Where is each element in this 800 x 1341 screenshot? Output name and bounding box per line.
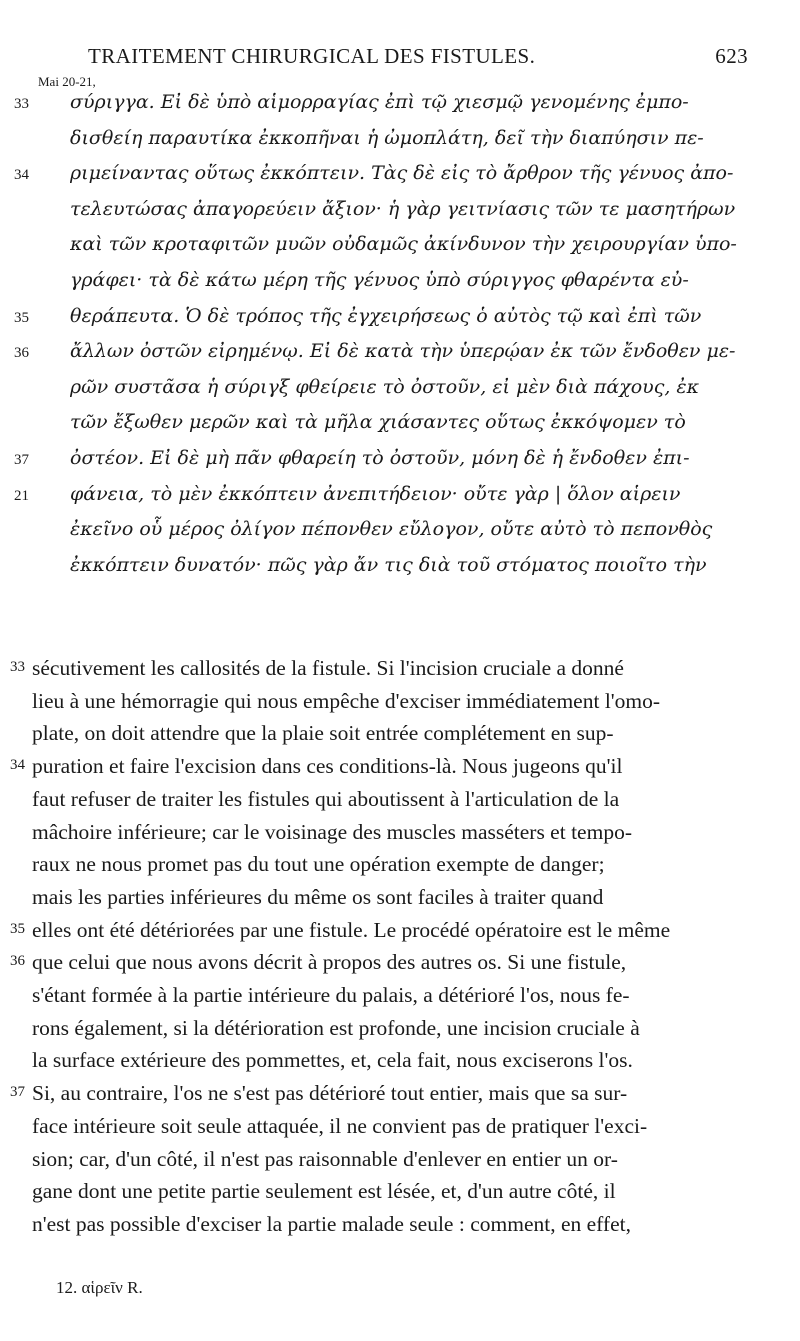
- greek-line: θεράπευτα. Ὁ δὲ τρόπος τῆς ἐγχειρήσεως ὁ αὐτὸς τῷ καὶ ἐπὶ τῶν: [70, 304, 702, 327]
- margin-section-number: 21: [14, 487, 29, 504]
- french-line: plate, on doit attendre que la plaie soit entrée complétement en sup-: [32, 721, 614, 746]
- french-line: mais les parties inférieures du même os sont faciles à traiter quand: [32, 884, 604, 909]
- french-line: n'est pas possible d'exciser la partie malade seule : comment, en effet,: [32, 1211, 631, 1236]
- greek-line: τῶν ἔξωθεν μερῶν καὶ τὰ μῆλα χιάσαντες οὕτως ἐκκόψομεν τὸ: [70, 411, 686, 434]
- greek-line: ρῶν συστᾶσα ἡ σύριγξ φθείρειε τὸ ὀστοῦν, εἰ μὲν διὰ πάχους, ἐκ: [70, 375, 700, 398]
- french-line: gane dont une petite partie seulement est lésée, et, d'un autre côté, il: [32, 1179, 616, 1204]
- greek-line: ὀστέον. Εἰ δὲ μὴ πᾶν φθαρείη τὸ ὀστοῦν, μόνη δὲ ἡ ἔνδοθεν ἐπι-: [70, 447, 690, 469]
- manuscript-date-note: Mai 20-21,: [38, 74, 96, 89]
- greek-line: ἐκεῖνο οὗ μέρος ὀλίγον πέπονθεν εὔλογον, οὔτε αὐτὸ τὸ πεπονθὸς: [70, 518, 713, 541]
- footnote: 12. αἱρεῖν R.: [56, 1278, 143, 1297]
- margin-section-number: 33: [10, 659, 25, 675]
- greek-line: ριμείναντας οὕτως ἐκκόπτειν. Τὰς δὲ εἰς τὸ ἄρθρον τῆς γένυος ἀπο-: [70, 162, 734, 185]
- margin-section-number: 37: [14, 452, 29, 468]
- french-line: mâchoire inférieure; car le voisinage des muscles masséters et tempo-: [32, 819, 632, 844]
- greek-line: καὶ τῶν κροταφιτῶν μυῶν οὐδαμῶς ἀκίνδυνον τὴν χειρουργίαν ὑπο-: [70, 233, 737, 256]
- greek-line: τελευτώσας ἀπαγορεύειν ἄξιον· ἡ γὰρ γειτνίασις τῶν τε μασητήρων: [70, 197, 736, 220]
- greek-line: σύριγγα. Εἰ δὲ ὑπὸ αἱμορραγίας ἐπὶ τῷ χιεσμῷ γενομένης ἐμπο-: [70, 91, 689, 113]
- greek-line: γράφει· τὰ δὲ κάτω μέρη τῆς γένυος ὑπὸ σύριγγος φθαρέντα εὐ-: [70, 269, 689, 291]
- french-line: Si, au contraire, l'os ne s'est pas détérioré tout entier, mais que sa sur-: [32, 1081, 628, 1106]
- french-line: elles ont été détériorées par une fistule. Le procédé opératoire est le même: [32, 917, 671, 942]
- greek-line: δισθείη παραυτίκα ἐκκοπῆναι ἡ ὠμοπλάτη, δεῖ τὴν διαπύησιν πε-: [70, 126, 704, 149]
- french-line: sécutivement les callosités de la fistule. Si l'incision cruciale a donné: [32, 656, 624, 680]
- header-title: TRAITEMENT CHIRURGICAL DES FISTULES.: [88, 44, 536, 68]
- french-line: sion; car, d'un côté, il n'est pas raisonnable d'enlever en entier un or-: [32, 1146, 618, 1171]
- french-line: s'étant formée à la partie intérieure du palais, a détérioré l'os, nous fe-: [32, 983, 630, 1007]
- margin-section-number: 34: [14, 167, 29, 184]
- french-line: la surface extérieure des pommettes, et, cela fait, nous exciserons l'os.: [32, 1048, 633, 1073]
- margin-section-number: 36: [10, 953, 25, 970]
- margin-section-number: 36: [14, 345, 29, 362]
- french-line: face intérieure soit seule attaquée, il ne convient pas de pratiquer l'exci-: [32, 1113, 648, 1138]
- french-line: puration et faire l'excision dans ces conditions-là. Nous jugeons qu'il: [32, 754, 623, 779]
- margin-section-number: 35: [14, 309, 29, 326]
- french-line: lieu à une hémorragie qui nous empêche d'exciser immédiatement l'omo-: [32, 688, 661, 713]
- margin-section-number: 33: [14, 96, 29, 112]
- greek-line: ἐκκόπτειν δυνατόν· πῶς γὰρ ἄν τις διὰ τοῦ στόματος ποιοῖτο τὴν: [70, 553, 707, 576]
- margin-section-number: 35: [10, 920, 25, 937]
- french-line: faut refuser de traiter les fistules qui aboutissent à l'articulation de la: [32, 786, 620, 811]
- french-line: raux ne nous promet pas du tout une opération exempte de danger;: [32, 852, 605, 877]
- page-number: 623: [715, 44, 748, 68]
- margin-section-number: 34: [10, 757, 25, 774]
- french-line: que celui que nous avons décrit à propos des autres os. Si une fistule,: [32, 950, 627, 975]
- greek-line: ἄλλων ὀστῶν εἰρημένῳ. Εἰ δὲ κατὰ τὴν ὑπερῴαν ἐκ τῶν ἔνδοθεν με-: [70, 340, 736, 363]
- greek-line: φάνεια, τὸ μὲν ἐκκόπτειν ἀνεπιτήδειον· οὔτε γὰρ | ὅλον αἱρειν: [70, 482, 681, 505]
- margin-section-number: 37: [10, 1084, 25, 1101]
- french-line: rons également, si la détérioration est profonde, une incision cruciale à: [32, 1015, 640, 1040]
